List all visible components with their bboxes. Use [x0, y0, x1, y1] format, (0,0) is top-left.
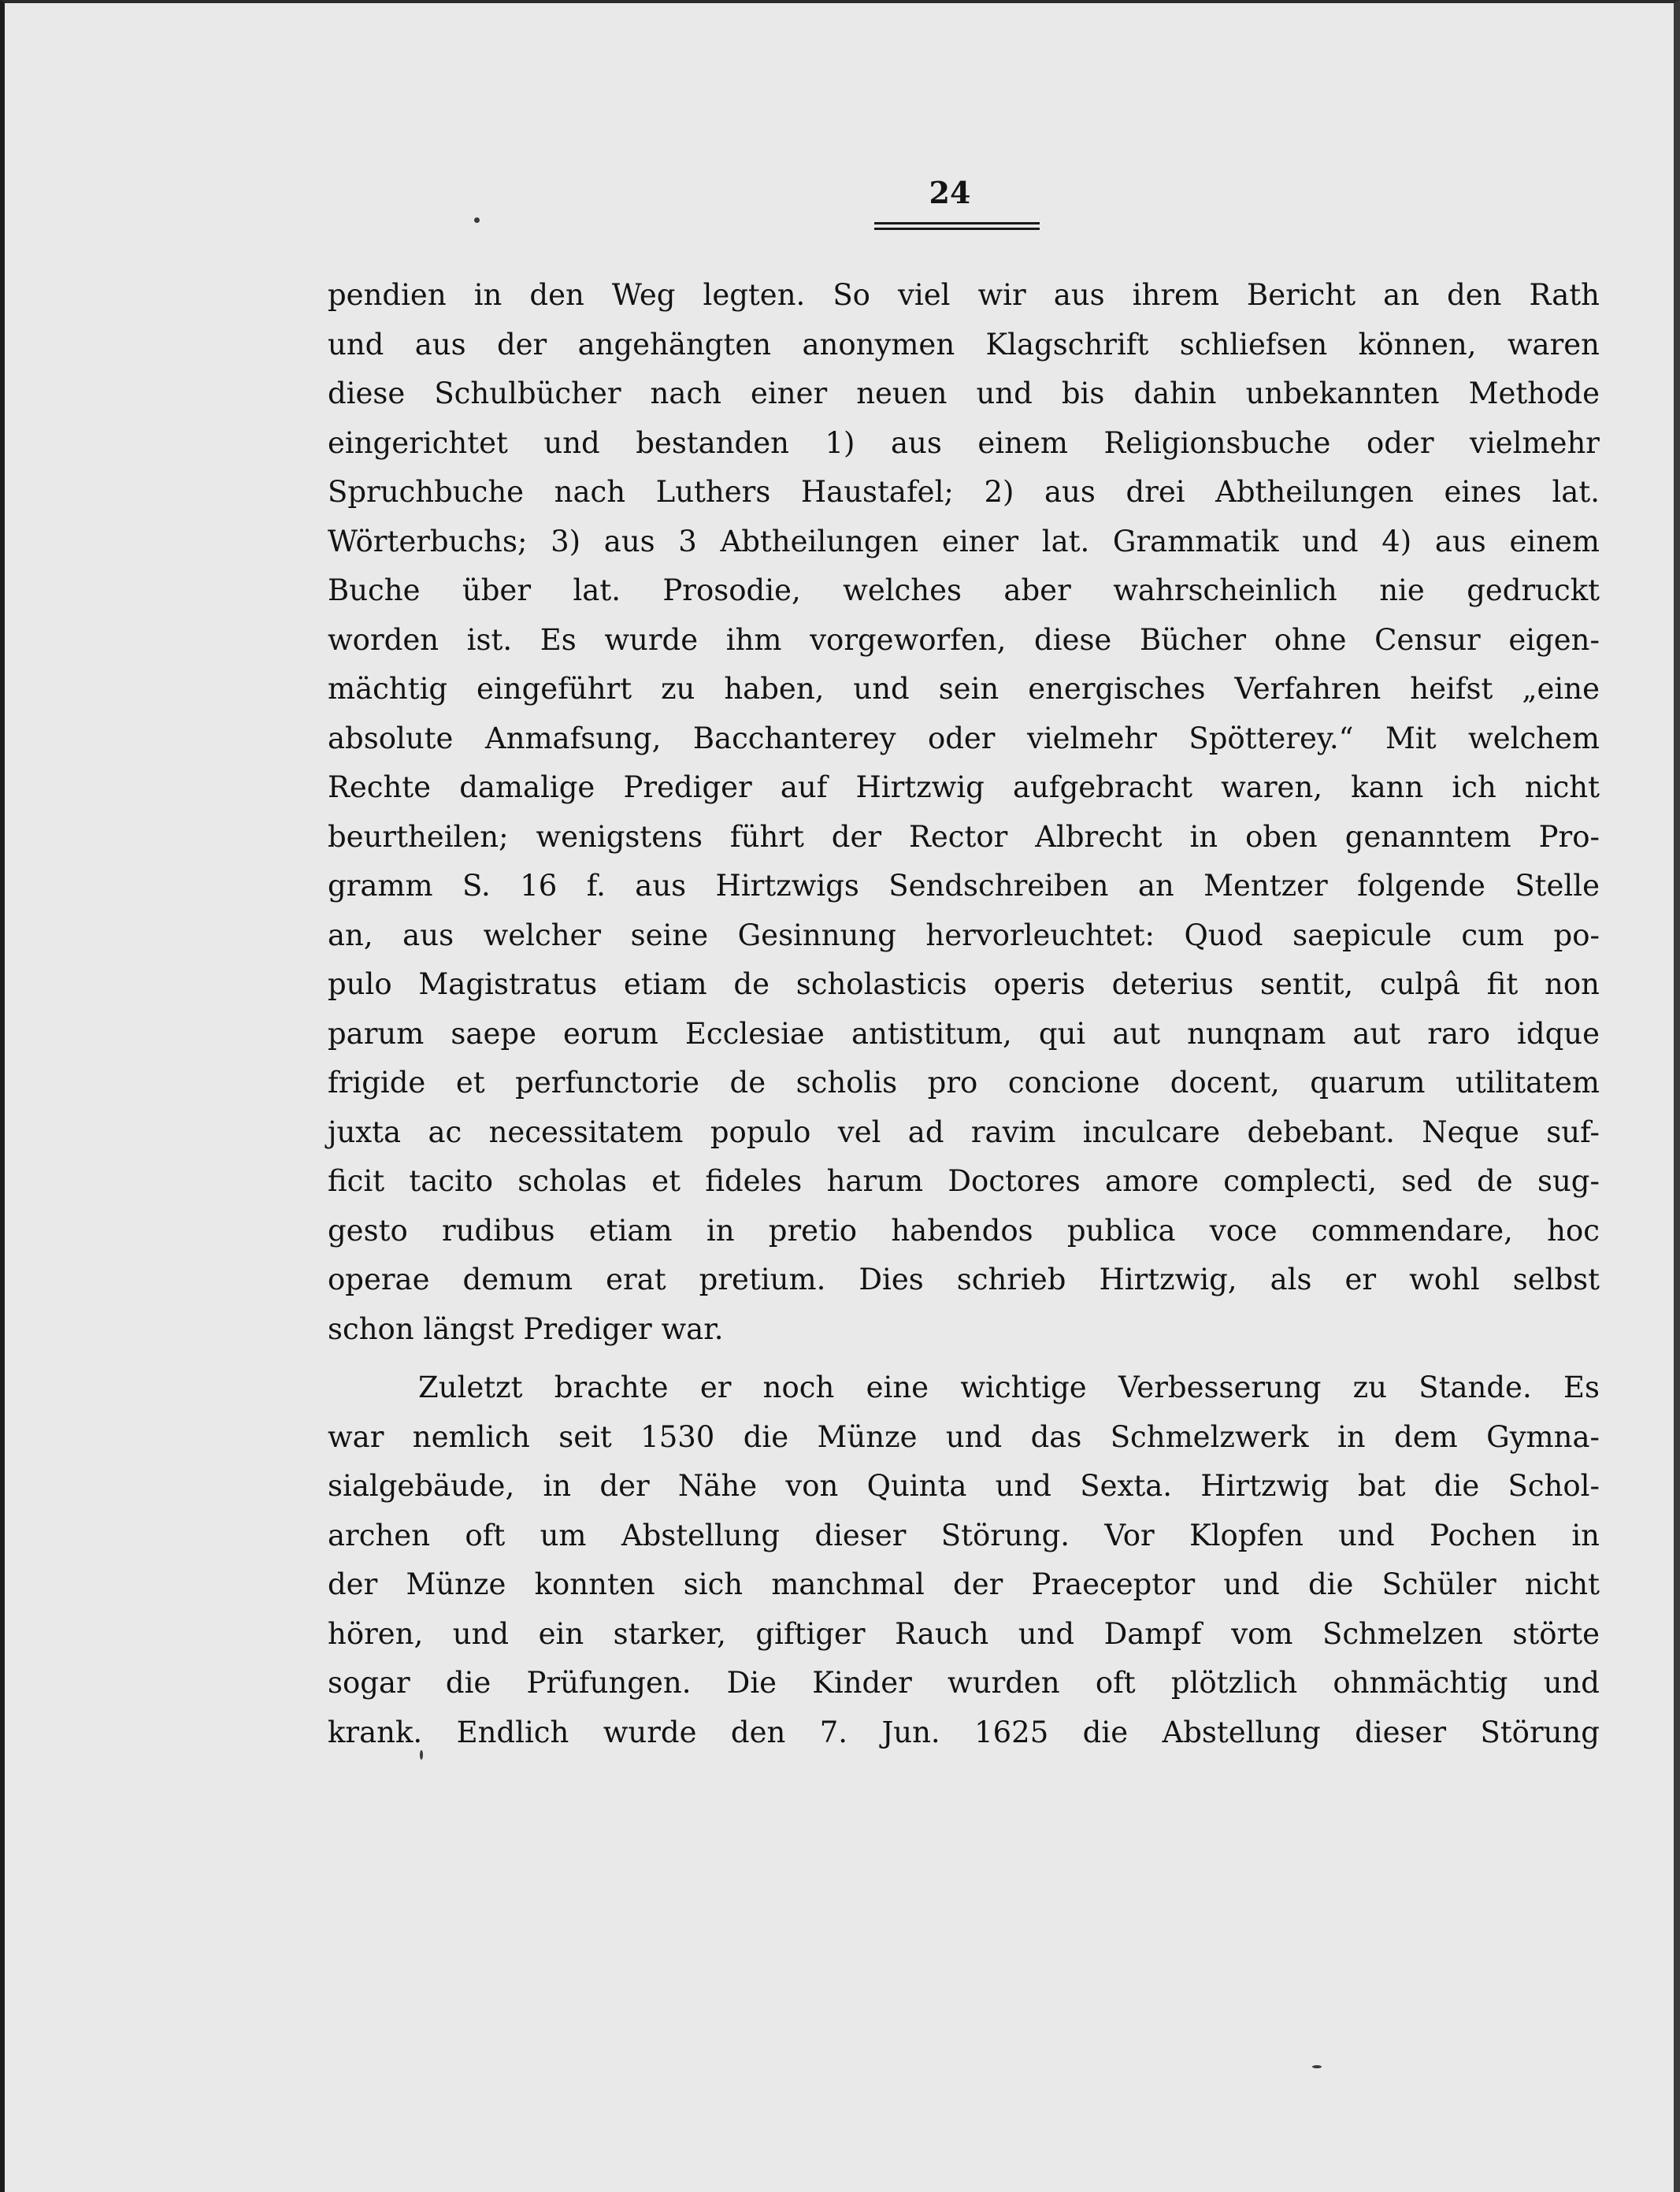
text-line: operae demum erat pretium. Dies schrieb Hirtzwig, als er wohl selbst: [328, 1263, 1600, 1296]
page-number-rule: [874, 222, 1040, 230]
text-line: an, aus welcher seine Gesinnung hervorleuchtet: Quod saepicule cum po-: [328, 918, 1600, 952]
text-line: absolute Anmafsung, Bacchanterey oder vielmehr Spötterey.“ Mit welchem: [328, 721, 1600, 755]
text-line: Spruchbuche nach Luthers Haustafel; 2) aus drei Abtheilungen eines lat.: [328, 475, 1600, 509]
text-line: ficit tacito scholas et fideles harum Doctores amore complecti, sed de sug-: [328, 1164, 1600, 1198]
text-line: Rechte damalige Prediger auf Hirtzwig aufgebracht waren, kann ich nicht: [328, 770, 1600, 804]
paragraph-1: [328, 271, 1600, 1354]
text-line: parum saepe eorum Ecclesiae antistitum, qui aut nunqnam aut raro idque: [328, 1016, 1600, 1051]
text-line: pulo Magistratus etiam de scholasticis operis deterius sentit, culpâ fit non: [328, 967, 1600, 1001]
text-line: und aus der angehängten anonymen Klagschrift schliefsen können, waren: [328, 327, 1600, 362]
text-line: worden ist. Es wurde ihm vorgeworfen, diese Bücher ohne Censur eigen-: [328, 622, 1600, 657]
text-line: war nemlich seit 1530 die Münze und das Schmelzwerk in dem Gymna-: [328, 1419, 1600, 1454]
text-line: beurtheilen; wenigstens führt der Rector Albrecht in oben genanntem Pro-: [328, 819, 1600, 854]
text-line: hören, und ein starker, giftiger Rauch und Dampf vom Schmelzen störte: [328, 1616, 1600, 1651]
paragraph-spacer: [328, 1354, 1600, 1363]
text-line: archen oft um Abstellung dieser Störung. Vor Klopfen und Pochen in: [328, 1518, 1600, 1552]
text-line: krank. Endlich wurde den 7. Jun. 1625 die Abstellung dieser Störung: [328, 1715, 1600, 1749]
text-line: sogar die Prüfungen. Die Kinder wurden oft plötzlich ohnmächtig und: [328, 1666, 1600, 1700]
text-line: Zuletzt brachte er noch eine wichtige Verbesserung zu Stande. Es: [418, 1370, 1600, 1404]
text-line: diese Schulbücher nach einer neuen und bis dahin unbekannten Methode: [328, 376, 1600, 410]
text-line: mächtig eingeführt zu haben, und sein energisches Verfahren heifst „eine: [328, 672, 1600, 706]
text-line: juxta ac necessitatem populo vel ad ravim inculcare debebant. Neque suf-: [328, 1115, 1600, 1149]
text-line: sialgebäude, in der Nähe von Quinta und Sexta. Hirtzwig bat die Schol-: [328, 1469, 1600, 1503]
text-line: eingerichtet und bestanden 1) aus einem Religionsbuche oder vielmehr: [328, 425, 1600, 460]
paragraph-2: [328, 1363, 1600, 1757]
text-line: Buche über lat. Prosodie, welches aber wahrscheinlich nie gedruckt: [328, 573, 1600, 607]
paper-speck: [1312, 2065, 1322, 2068]
text-line: pendien in den Weg legten. So viel wir aus ihrem Bericht an den Rath: [328, 278, 1600, 312]
body-text: [328, 271, 1600, 1757]
text-line: Wörterbuchs; 3) aus 3 Abtheilungen einer lat. Grammatik und 4) aus einem: [328, 524, 1600, 558]
paper-speck: [420, 1750, 423, 1760]
page-number: 24: [929, 175, 971, 210]
text-line: gramm S. 16 f. aus Hirtzwigs Sendschreiben an Mentzer folgende Stelle: [328, 869, 1600, 903]
text-line: frigide et perfunctorie de scholis pro concione docent, quarum utilitatem: [328, 1066, 1600, 1100]
text-line: gesto rudibus etiam in pretio habendos publica voce commendare, hoc: [328, 1213, 1600, 1248]
paper-speck: [474, 217, 480, 223]
text-line: der Münze konnten sich manchmal der Praeceptor und die Schüler nicht: [328, 1567, 1600, 1601]
text-line: schon längst Prediger war.: [328, 1311, 724, 1346]
